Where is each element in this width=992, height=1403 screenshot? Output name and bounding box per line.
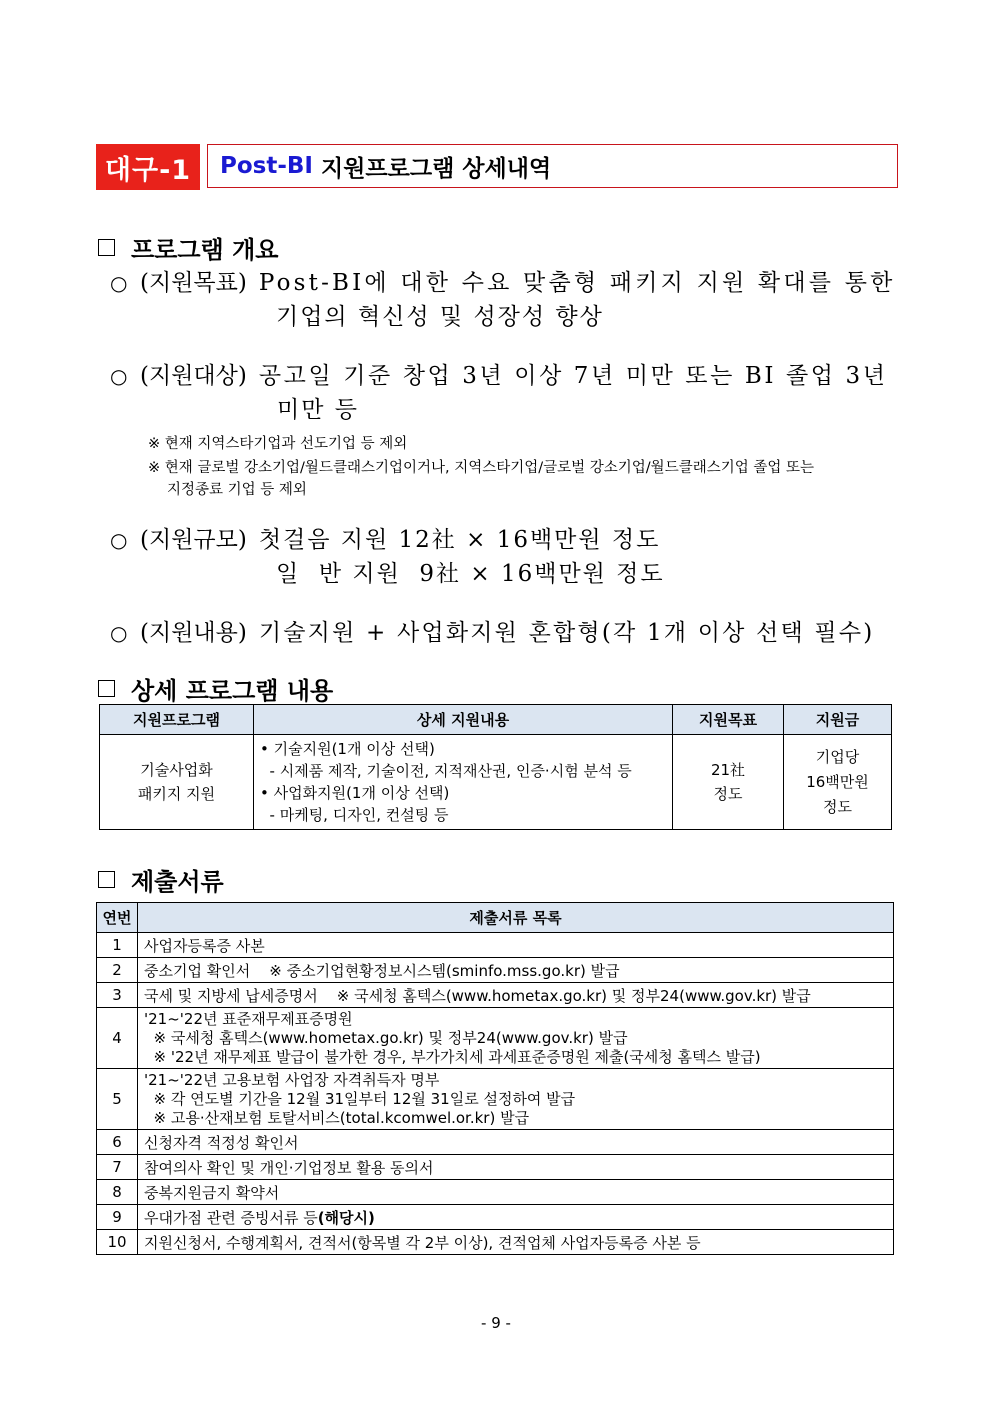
program-name: 패키지 지원 xyxy=(137,785,216,803)
row-text: 국세 및 지방세 납세증명서 ※ 국세청 홈텍스(www.hometax.go.kr) 및 정부24(www.gov.kr) 발급 xyxy=(138,983,894,1008)
scale-text2: 일 반 지원 9社 × 16백만원 정도 xyxy=(276,561,665,587)
page-title xyxy=(207,144,898,188)
detail-line: - 시제품 제작, 기술이전, 지적재산권, 인증·시험 분석 등 xyxy=(260,762,632,780)
row-text: 중소기업 확인서 ※ 중소기업현황정보시스템(sminfo.mss.go.kr) 발급 xyxy=(138,958,894,983)
section-heading-detail xyxy=(98,671,333,706)
row-number: 2 xyxy=(97,958,138,983)
scale-label: (지원규모) xyxy=(140,527,247,553)
title-accent: Post-BI xyxy=(220,153,313,179)
target-cell xyxy=(673,735,784,830)
table-row xyxy=(97,958,894,983)
row-text xyxy=(138,1008,894,1069)
row-text: 신청자격 적정성 확인서 xyxy=(138,1130,894,1155)
section-heading-text: 상세 프로그램 내용 xyxy=(131,677,334,705)
table-header: 상세 지원내용 xyxy=(254,705,673,735)
row-number: 1 xyxy=(97,933,138,958)
target-text2: 미만 등 xyxy=(277,397,359,423)
table-header: 제출서류 목록 xyxy=(138,903,894,933)
row-number: 7 xyxy=(97,1155,138,1180)
content-text1: 기술지원 + 사업화지원 혼합형(각 1개 이상 선택 필수) xyxy=(258,620,875,646)
section-heading-text: 제출서류 xyxy=(131,868,224,896)
program-name: 기술사업화 xyxy=(140,761,213,779)
circle-bullet-icon: ○ xyxy=(110,364,128,388)
page-number: - 9 - xyxy=(481,1314,511,1332)
scale-line1 xyxy=(110,521,660,554)
amount-value: 기업당 xyxy=(815,747,860,766)
row-line: 우대가점 관련 증빙서류 등 xyxy=(144,1208,318,1227)
content-line1 xyxy=(110,614,874,647)
row-text: 지원신청서, 수행계획서, 견적서(항목별 각 2부 이상), 견적업체 사업자등록증 사본 등 xyxy=(138,1230,894,1255)
note-2: ※ 현재 글로벌 강소기업/월드클래스기업이거나, 지역스타기업/글로벌 강소기업/월드클래스기업 졸업 또는 xyxy=(148,460,814,476)
documents-table xyxy=(96,902,894,1255)
table-header: 지원금 xyxy=(784,705,892,735)
target-line1 xyxy=(110,357,888,390)
row-line: ※ 고용·산재보험 토탈서비스(total.kcomwel.or.kr) 발급 xyxy=(144,1108,530,1127)
target-label: (지원대상) xyxy=(140,363,247,389)
row-line: ※ '22년 재무제표 발급이 불가한 경우, 부가가치세 과세표준증명원 제출(국세청 홈텍스 발급) xyxy=(144,1047,761,1066)
target-text1: 공고일 기준 창업 3년 이상 7년 미만 또는 BI 졸업 3년 xyxy=(258,363,888,389)
row-number: 4 xyxy=(97,1008,138,1069)
row-text xyxy=(138,1205,894,1230)
section-heading-documents xyxy=(98,862,224,897)
detail-line: • 사업화지원(1개 이상 선택) xyxy=(260,784,450,802)
title-badge: 대구-1 xyxy=(96,144,200,190)
amount-cell xyxy=(784,735,892,830)
row-number: 6 xyxy=(97,1130,138,1155)
row-text: 중복지원금지 확약서 xyxy=(138,1180,894,1205)
checkbox-square-icon xyxy=(98,239,115,256)
section-heading-overview xyxy=(98,230,278,265)
target-value: 21社 xyxy=(710,761,746,779)
note-3: 지정종료 기업 등 제외 xyxy=(167,482,307,498)
table-row xyxy=(97,1130,894,1155)
row-line: ※ 국세청 홈텍스(www.hometax.go.kr) 및 정부24(www.gov.kr) 발급 xyxy=(144,1028,628,1047)
table-row xyxy=(97,1180,894,1205)
row-number: 8 xyxy=(97,1180,138,1205)
row-line: ※ 각 연도별 기간을 12월 31일부터 12월 31일로 설정하여 발급 xyxy=(144,1089,576,1108)
row-number: 10 xyxy=(97,1230,138,1255)
checkbox-square-icon xyxy=(98,680,115,697)
row-line: '21~'22년 고용보험 사업장 자격취득자 명부 xyxy=(144,1070,440,1089)
table-row xyxy=(97,1205,894,1230)
row-number: 3 xyxy=(97,983,138,1008)
table-row xyxy=(97,1230,894,1255)
title-rest: 지원프로그램 상세내역 xyxy=(312,155,552,182)
table-row xyxy=(97,1155,894,1180)
table-row xyxy=(97,983,894,1008)
target-value: 정도 xyxy=(713,785,743,803)
table-header: 지원프로그램 xyxy=(100,705,254,735)
row-number: 9 xyxy=(97,1205,138,1230)
amount-value: 16백만원 xyxy=(806,772,869,791)
table-header: 지원목표 xyxy=(673,705,784,735)
table-row xyxy=(97,1069,894,1130)
goal-label: (지원목표) xyxy=(140,270,247,296)
note-1: ※ 현재 지역스타기업과 선도기업 등 제외 xyxy=(148,436,408,452)
section-heading-text: 프로그램 개요 xyxy=(131,236,279,264)
row-text: 참여의사 확인 및 개인·기업정보 활용 동의서 xyxy=(138,1155,894,1180)
row-text xyxy=(138,1069,894,1130)
row-number: 5 xyxy=(97,1069,138,1130)
detail-program-table xyxy=(99,704,892,830)
circle-bullet-icon: ○ xyxy=(110,271,128,295)
scale-text1: 첫걸음 지원 12社 × 16백만원 정도 xyxy=(258,527,661,553)
checkbox-square-icon xyxy=(98,871,115,888)
detail-line: - 마케팅, 디자인, 컨설팅 등 xyxy=(260,806,449,824)
amount-value: 정도 xyxy=(823,797,852,816)
goal-line1 xyxy=(110,264,896,297)
table-row xyxy=(97,1008,894,1069)
circle-bullet-icon: ○ xyxy=(110,528,128,552)
goal-text1: Post-BI에 대한 수요 맞춤형 패키지 지원 확대를 통한 xyxy=(258,270,896,296)
table-header: 연번 xyxy=(97,903,138,933)
details-cell xyxy=(254,735,673,830)
row-line: '21~'22년 표준재무제표증명원 xyxy=(144,1009,353,1028)
goal-text2: 기업의 혁신성 및 성장성 향상 xyxy=(276,304,604,330)
row-text: 사업자등록증 사본 xyxy=(138,933,894,958)
detail-line: • 기술지원(1개 이상 선택) xyxy=(260,740,435,758)
row-bold-suffix: (해당시) xyxy=(317,1208,375,1227)
circle-bullet-icon: ○ xyxy=(110,621,128,645)
program-cell xyxy=(100,735,254,830)
content-label: (지원내용) xyxy=(140,620,247,646)
table-row xyxy=(97,933,894,958)
